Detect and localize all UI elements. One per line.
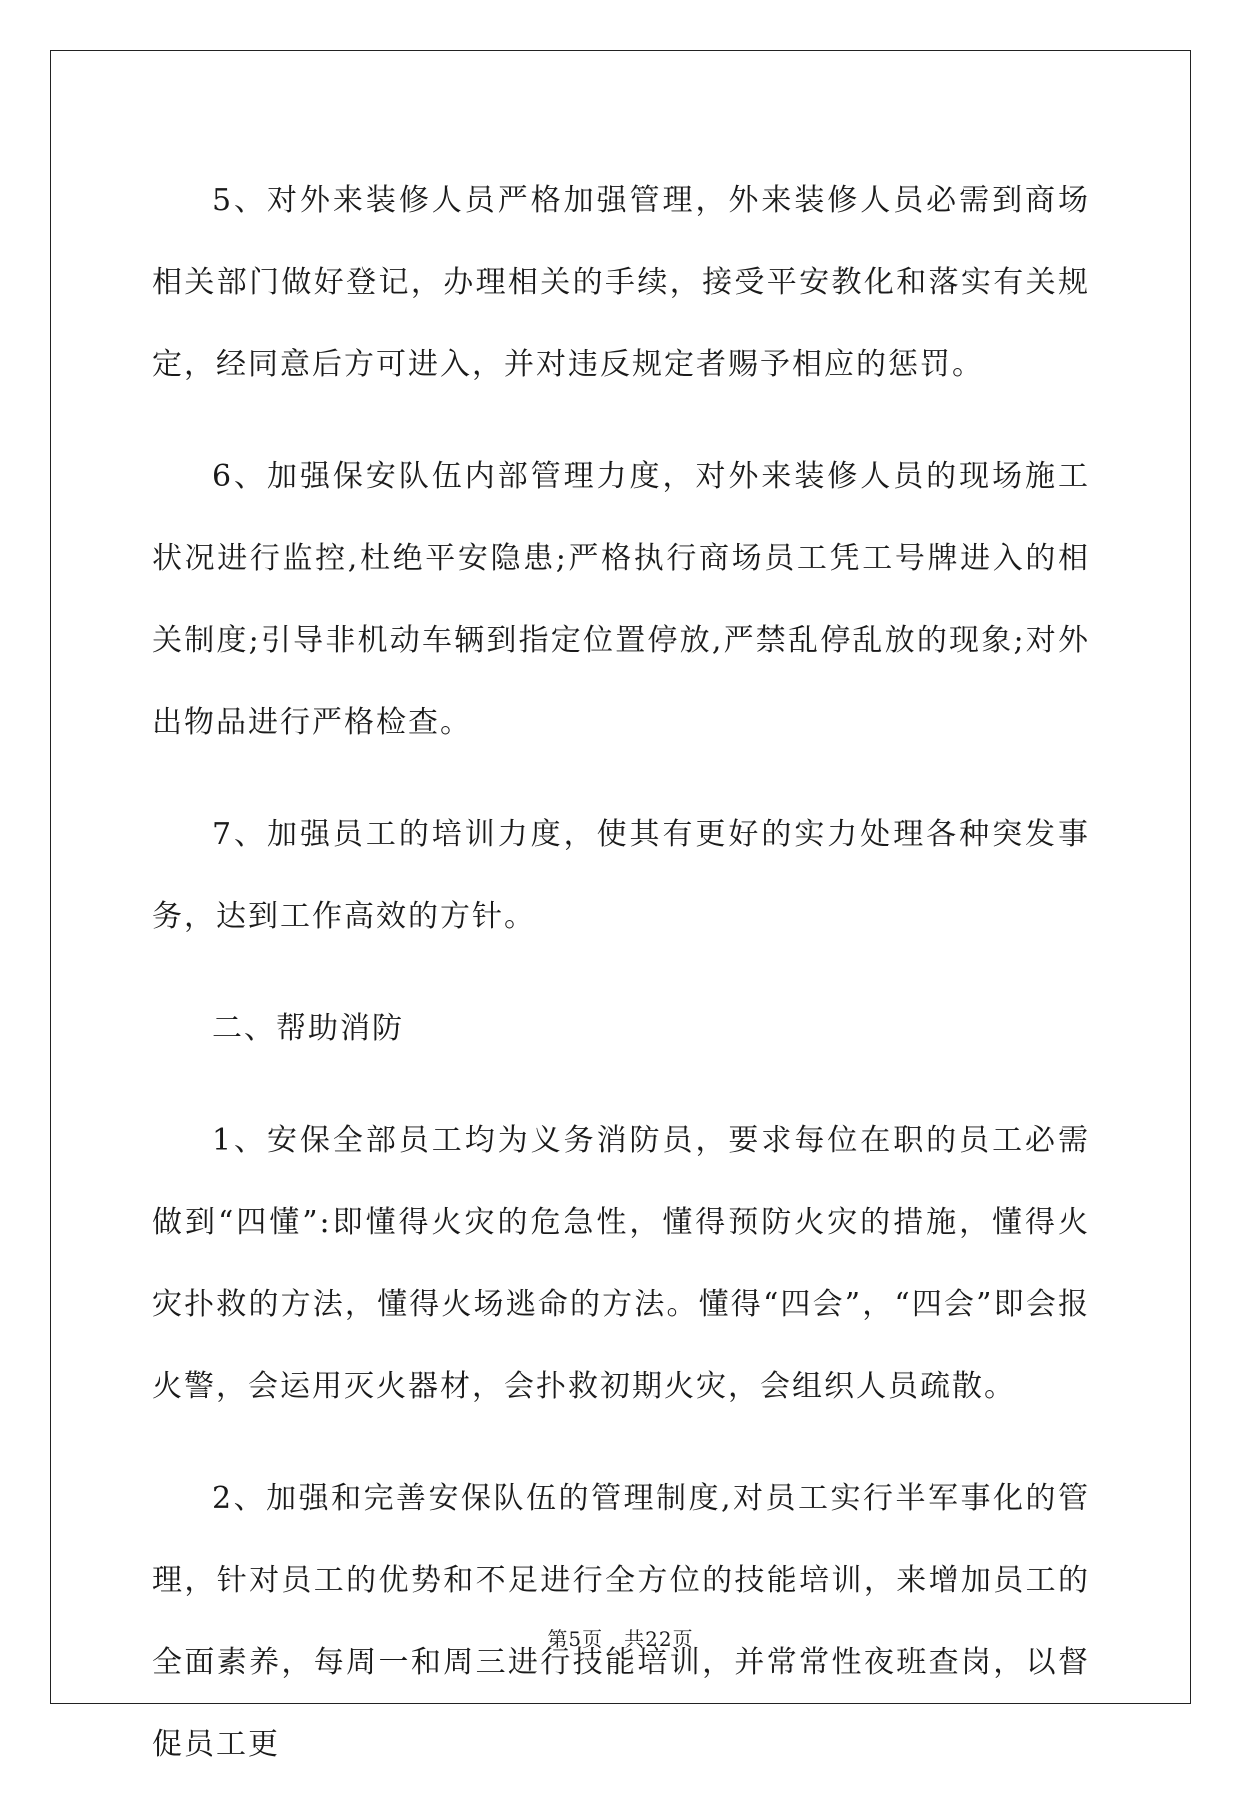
document-body bbox=[152, 160, 1090, 1816]
paragraph-item-5: 5、对外来装修人员严格加强管理，外来装修人员必需到商场相关部门做好登记，办理相关的手续，接受平安教化和落实有关规定，经同意后方可进入，并对违反规定者赐予相应的惩罚。 bbox=[152, 183, 1090, 382]
paragraph-fire-item-2: 2、加强和完善安保队伍的管理制度,对员工实行半军事化的管理，针对员工的优势和不足进行全方位的技能培训，来增加员工的全面素养，每周一和周三进行技能培训，并常常性夜班查岗，以督促员工更 bbox=[152, 1481, 1090, 1762]
paragraph-fire-item-1: 1、安保全部员工均为义务消防员，要求每位在职的员工必需做到“四懂”:即懂得火灾的危急性，懂得预防火灾的措施，懂得火灾扑救的方法，懂得火场逃命的方法。懂得“四会”，“四会”即会报火警，会运用灭火器材，会扑救初期火灾，会组织人员疏散。 bbox=[152, 1123, 1090, 1404]
paragraph-item-7: 7、加强员工的培训力度，使其有更好的实力处理各种突发事务，达到工作高效的方针。 bbox=[152, 817, 1090, 934]
paragraph-item-6: 6、加强保安队伍内部管理力度，对外来装修人员的现场施工状况进行监控,杜绝平安隐患;严格执行商场员工凭工号牌进入的相关制度;引导非机动车辆到指定位置停放,严禁乱停乱放的现象;对外出物品进行严格检查。 bbox=[152, 459, 1090, 740]
section-heading-fire-assistance: 二、帮助消防 bbox=[212, 1011, 404, 1046]
page-number: 第5页 共22页 bbox=[547, 1627, 694, 1651]
